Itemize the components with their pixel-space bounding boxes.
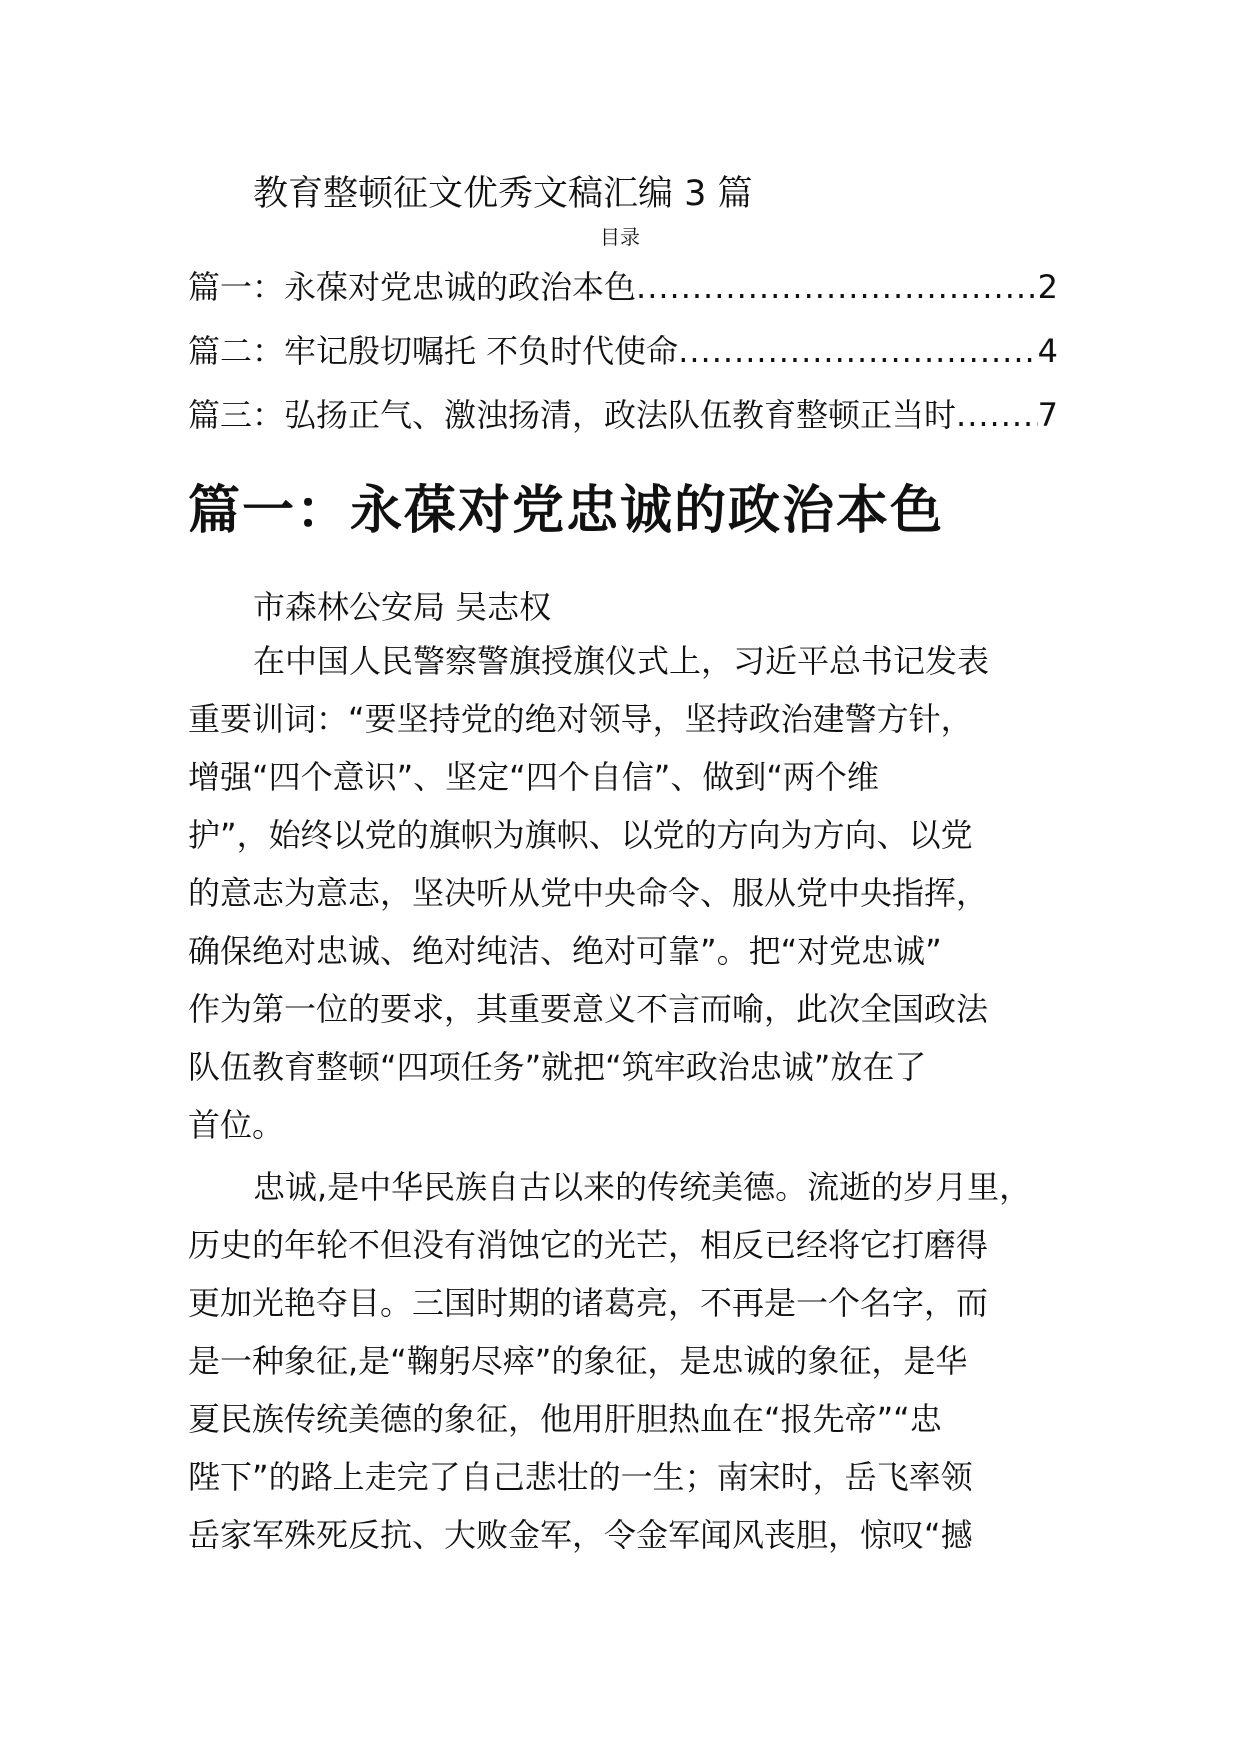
author-byline: 市森林公安局 吴志权 — [253, 588, 552, 626]
paragraph-line: 在中国人民警察警旗授旗仪式上，习近平总书记发表 — [253, 642, 990, 680]
paragraph-line: 历史的年轮不但没有消蚀它的光芒，相反已经将它打磨得 — [188, 1226, 989, 1264]
toc-entry-page: 7 — [1037, 396, 1058, 434]
paragraph-line: 的意志为意志，坚决听从党中央命令、服从党中央指挥， — [188, 874, 989, 912]
body-paragraph — [188, 574, 1068, 1154]
paragraph-line: 是一种象征,是“鞠躬尽瘁”的象征，是忠诚的象征，是华 — [188, 1342, 968, 1380]
toc-dot-leader — [678, 326, 1037, 376]
paragraph-spacer — [188, 574, 1068, 632]
toc-heading: 目录 — [600, 225, 640, 249]
paragraph-line: 增强“四个意识”、坚定“四个自信”、做到“两个维 — [188, 758, 879, 796]
toc-dot-leader — [956, 390, 1038, 440]
paragraph-line: 岳家军殊死反抗、大败金军，令金军闻风丧胆，惊叹“撼 — [188, 1516, 973, 1554]
paragraph-line: 夏民族传统美德的象征，他用肝胆热血在“报先帝”“忠 — [188, 1400, 942, 1438]
toc-entry[interactable] — [188, 262, 1058, 326]
toc-entry-page: 4 — [1037, 332, 1058, 370]
body-paragraph — [188, 1158, 1068, 1564]
paragraph-line: 护”，始终以党的旗帜为旗帜、以党的方向为方向、以党 — [188, 816, 973, 854]
paragraph-line: 确保绝对忠诚、绝对纯洁、绝对可靠”。把“对党忠诚” — [188, 932, 942, 970]
paragraph-line: 陛下”的路上走完了自己悲壮的一生；南宋时，岳飞率领 — [188, 1458, 973, 1496]
toc-entry-label: 篇三：弘扬正气、激浊扬清，政法队伍教育整顿正当时 — [188, 396, 957, 434]
paragraph-line: 忠诚,是中华民族自古以来的传统美德。流逝的岁月里， — [253, 1168, 1032, 1206]
paragraph-line: 重要训词：“要坚持党的绝对领导，坚持政治建警方针， — [188, 700, 973, 738]
toc-entry-label: 篇一：永葆对党忠诚的政治本色 — [188, 268, 637, 306]
toc-entry[interactable] — [188, 390, 1058, 454]
paragraph-line: 作为第一位的要求，其重要意义不言而喻，此次全国政法 — [188, 990, 989, 1028]
toc-entry-page: 2 — [1037, 268, 1058, 306]
paragraph-line: 更加光艳夺目。三国时期的诸葛亮，不再是一个名字，而 — [188, 1284, 989, 1322]
paragraph-line: 队伍教育整顿“四项任务”就把“筑牢政治忠诚”放在了 — [188, 1048, 927, 1086]
toc-entry[interactable] — [188, 326, 1058, 390]
table-of-contents — [188, 262, 1058, 454]
toc-entry-label: 篇二：牢记殷切嘱托 不负时代使命 — [188, 332, 679, 370]
document-title: 教育整顿征文优秀文稿汇编 3 篇 — [253, 174, 753, 214]
paragraph-line: 首位。 — [188, 1106, 285, 1144]
section-heading: 篇一：永葆对党忠诚的政治本色 — [188, 481, 945, 541]
toc-dot-leader — [636, 262, 1038, 312]
